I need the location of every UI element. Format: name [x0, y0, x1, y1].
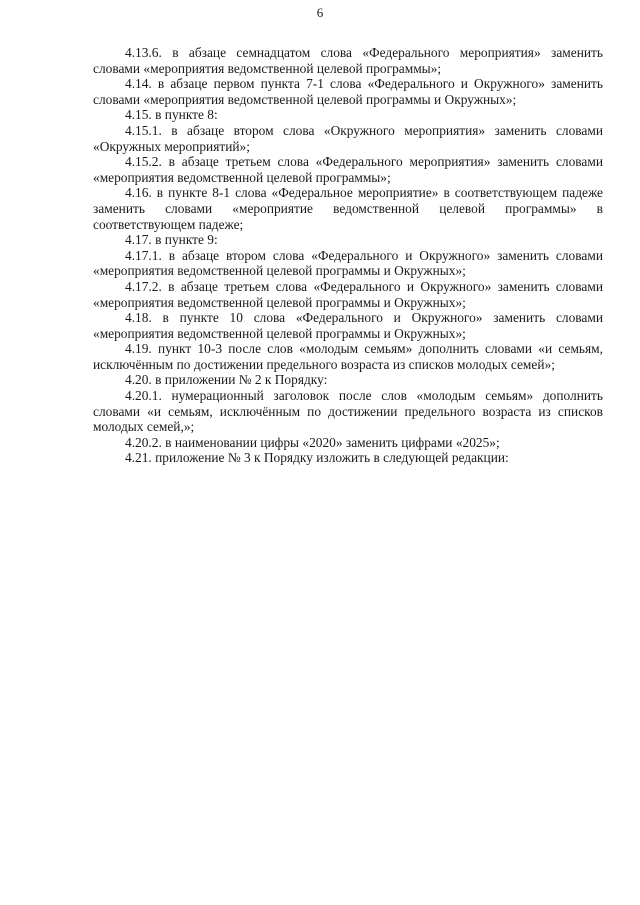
- document-body: [93, 45, 603, 466]
- page-number: 6: [316, 5, 324, 20]
- paragraph-4-13-6: 4.13.6. в абзаце семнадцатом слова «Федерального мероприятия» заменить словами «мероприятия ведомственной целевой программы»;: [93, 45, 603, 76]
- paragraph-4-19: 4.19. пункт 10-3 после слов «молодым семьям» дополнить словами «и семьям, исключённым по достижении предельного возраста из списков молодых семей»;: [93, 341, 603, 372]
- paragraph-4-15-1: 4.15.1. в абзаце втором слова «Окружного мероприятия» заменить словами «Окружных мероприятий»;: [93, 122, 603, 154]
- paragraph-4-15-2: 4.15.2. в абзаце третьем слова «Федерального мероприятия» заменить словами «мероприятия ведомственной целевой программы»;: [93, 154, 603, 185]
- paragraph-4-21: 4.21. приложение № 3 к Порядку изложить в следующей редакции:: [125, 450, 509, 466]
- paragraph-4-15: 4.15. в пункте 8:: [125, 107, 218, 123]
- paragraph-4-17: 4.17. в пункте 9:: [125, 232, 218, 248]
- paragraph-4-20-2: 4.20.2. в наименовании цифры «2020» заменить цифрами «2025»;: [125, 434, 500, 450]
- paragraph-4-17-2: 4.17.2. в абзаце третьем слова «Федерального и Окружного» заменить словами «мероприятия ведомственной целевой программы и Окружных»;: [93, 278, 603, 310]
- paragraph-4-14: 4.14. в абзаце первом пункта 7-1 слова «Федерального и Окружного» заменить словами «мероприятия ведомственной целевой программы и Окружных»;: [93, 76, 603, 107]
- paragraph-4-20: 4.20. в приложении № 2 к Порядку:: [125, 372, 328, 388]
- paragraph-4-17-1: 4.17.1. в абзаце втором слова «Федерального и Окружного» заменить словами «мероприятия ведомственной целевой программы и Окружных»;: [93, 247, 603, 279]
- paragraph-4-20-1: 4.20.1. нумерационный заголовок после слов «молодым семьям» дополнить словами «и семьям, исключённым по достижении предельного возраста из списков молодых семей,»;: [93, 388, 603, 435]
- paragraph-4-16: 4.16. в пункте 8-1 слова «Федеральное мероприятие» в соответствующем падеже заменить словами «мероприятие ведомственной целевой программы» в соответствующем падеже;: [93, 185, 603, 232]
- paragraph-4-18: 4.18. в пункте 10 слова «Федерального и Окружного» заменить словами «мероприятия ведомственной целевой программы и Окружных»;: [93, 310, 603, 341]
